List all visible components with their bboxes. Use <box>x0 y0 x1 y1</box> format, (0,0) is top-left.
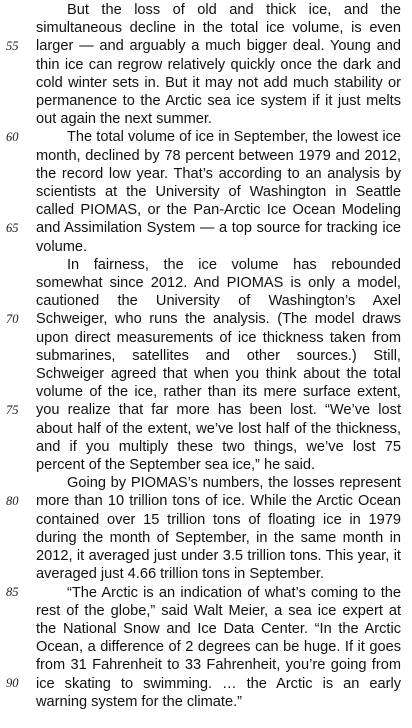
paragraph-piomas-model: In fairness, the ice volume has rebounded somewhat since 2012. And PIOMAS is only a model, cautioned the University of Washington’s Axel Schweiger, who runs the analysis. (The model draws upon direct measurements of ice thickness taken from submarines, satellites and other sources.) Still, Schweiger agreed that when you think about the total volume of the ice, rather than its mere surface extent, you realize that far more has been lost. “We’ve lost about half of the extent, we’ve lost half of the thickness, and if you multiply these two things, we’ve lost 75 percent of the September sea ice,” he said. <box>36 256 401 474</box>
paragraph-ice-volume-decline: The total volume of ice in September, the lowest ice month, declined by 78 percent between 1979 and 2012, the record low year. That’s according to an analysis by scientists at the University of Washington in Seattle called PIOMAS, or the Pan-Arctic Ice Ocean Modeling and Assimilation System — a top source for tracking ice volume. <box>36 129 401 255</box>
line-number: 65 <box>6 221 19 235</box>
line-number: 75 <box>6 403 19 417</box>
line-number: 85 <box>6 585 19 599</box>
line-number: 70 <box>6 312 19 326</box>
line-number: 90 <box>6 676 19 690</box>
paragraph-old-thick-ice: But the loss of old and thick ice, and the simultaneous decline in the total ice volume, is even larger — and arguably a much bigger deal. Young and thin ice can regrow relatively quickly once the dark and cold winter sets in. But it may not add much stability or permanence to the Arctic sea ice system if it just melts out again the next summer. <box>36 2 401 128</box>
paragraph-ice-tonnage: Going by PIOMAS’s numbers, the losses represent more than 10 trillion tons of ice. While the Arctic Ocean contained over 15 trillion tons of floating ice in 1979 during the month of September, in the same month in 2012, it averaged just under 3.5 trillion tons. This year, it averaged just 4.66 trillion tons in September. <box>36 475 401 583</box>
line-number: 80 <box>6 494 19 508</box>
line-number-margin <box>0 0 30 728</box>
paragraph-meier-quote: “The Arctic is an indication of what’s coming to the rest of the globe,” said Walt Meier, a sea ice expert at the National Snow and Ice Data Center. “In the Arctic Ocean, a difference of 2 degrees can be huge. If it goes from 31 Fahrenheit to 33 Fahrenheit, you’re going from ice skating to swimming. … the Arctic is an early warning system for the climate.” <box>36 584 401 710</box>
line-number: 60 <box>6 130 19 144</box>
line-number: 55 <box>6 39 19 53</box>
article-body <box>36 1 401 711</box>
